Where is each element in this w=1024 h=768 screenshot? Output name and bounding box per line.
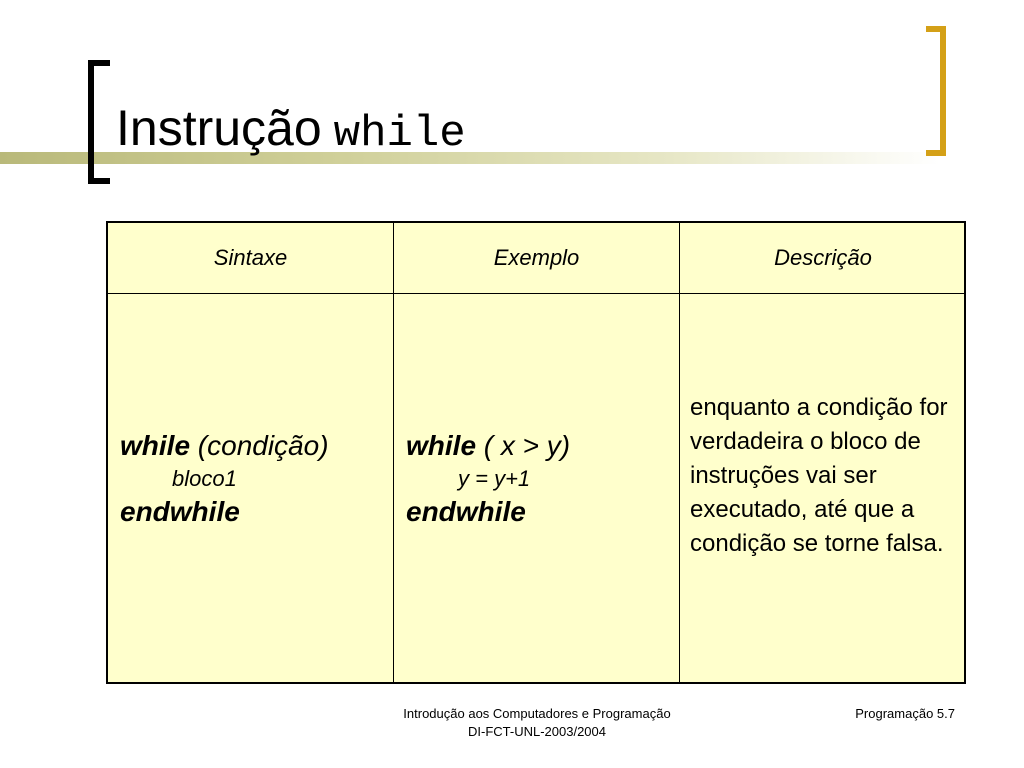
- syntax-table: [106, 221, 966, 684]
- syntax-body: bloco1: [172, 466, 237, 491]
- footer-dept: DI-FCT-UNL-2003/2004: [468, 724, 606, 739]
- syntax-cell: [120, 428, 329, 530]
- syntax-line-1: [120, 428, 329, 464]
- header-description: Descrição: [774, 245, 872, 270]
- slide-title: [116, 96, 466, 166]
- footer-page-number: Programação 5.7: [855, 706, 955, 721]
- footer-course: [360, 705, 714, 741]
- example-body: y = y+1: [458, 466, 531, 491]
- example-end: endwhile: [406, 496, 526, 527]
- example-keyword: while: [406, 430, 477, 461]
- example-cell: [406, 428, 570, 530]
- example-condition: ( x > y): [476, 430, 571, 461]
- syntax-keyword: while: [120, 430, 191, 461]
- left-bracket-decoration: [88, 60, 110, 184]
- right-bracket-decoration: [926, 26, 946, 156]
- header-example: Exemplo: [493, 245, 580, 270]
- header-divider: [108, 293, 964, 294]
- header-syntax: Sintaxe: [213, 245, 288, 270]
- title-code: while: [333, 109, 466, 159]
- description-cell: enquanto a condição for verdadeira o bloco de instruções vai ser executado, até que a condição se torne falsa.: [690, 394, 948, 557]
- example-line-1: [406, 428, 570, 464]
- syntax-condition: (condição): [190, 430, 329, 461]
- footer-course-name: Introdução aos Computadores e Programação: [403, 706, 671, 721]
- title-text: Instrução: [116, 100, 322, 156]
- syntax-end: endwhile: [120, 496, 240, 527]
